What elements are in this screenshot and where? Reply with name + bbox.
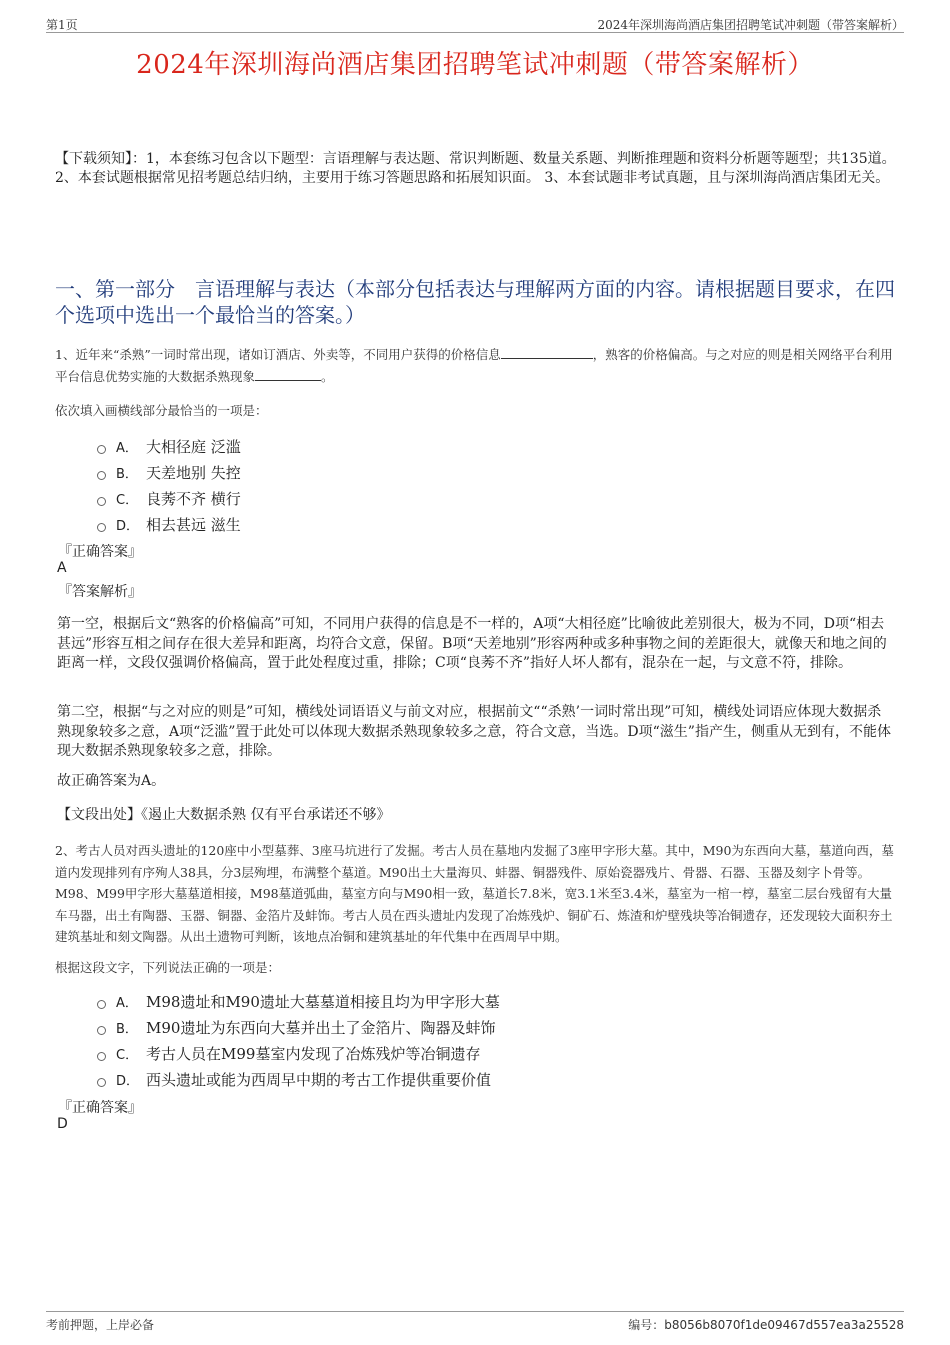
option-d[interactable] — [97, 1066, 500, 1092]
analysis-paragraph-2: 第二空，根据“与之对应的则是”可知，横线处词语语义与前文对应，根据前文““杀熟’一词时常出现”可知，横线处词语应体现大数据杀熟现象较多之意，A项“泛滥”置于此处可以体现大数据杀熟现象较多之意，符合文意，当选。D项“滋生”指产生，侧重从无到有，不能体现大数据杀熟现象较多之意，排除。 — [57, 704, 891, 759]
page-number: 第1页 — [46, 18, 78, 32]
option-b[interactable] — [97, 1014, 500, 1040]
question-1-stem-part: 1、近年来“杀熟”一词时常出现，诸如订酒店、外卖等，不同用户获得的价格信息 — [55, 347, 501, 362]
analysis-label: 『答案解析』 — [58, 584, 142, 600]
answer-label: 『正确答案』 — [58, 544, 142, 560]
option-letter: C． — [116, 492, 139, 508]
fill-blank — [501, 344, 593, 359]
option-text: 良莠不齐 横行 — [146, 489, 241, 508]
page-footer — [46, 1311, 904, 1334]
option-text: M98遗址和M90遗址大墓墓道相接且均为甲字形大墓 — [146, 992, 500, 1011]
question-1-stem-part: 。 — [321, 369, 334, 384]
option-c[interactable] — [97, 485, 241, 511]
question-2-stem: 2、考古人员对西头遗址的120座中小型墓葬、3座马坑进行了发掘。考古人员在墓地内发掘了3座甲字形大墓。其中，M90为东西向大墓，墓道向西，墓道内发现排列有序殉人38具，分3层殉埋，布满整个墓道。M90出土大量海贝、蚌器、铜器残件、原始瓷器残片、骨器、石器、玉器及刻字卜骨等。M98、M99甲字形大墓墓道相接，M98墓道弧曲，墓室方向与M90相一致，墓道长7.8米，宽3.1米至3.4米，墓室为一棺一椁，墓室二层台残留有大量车马器，出土有陶器、玉器、铜器、金箔片及蚌饰。考古人员在西头遗址内发现了冶炼残炉、铜矿石、炼渣和炉壁残块等冶铜遗存，还发现较大面积夯土建筑基址和刻文陶器。从出土遗物可判断，该地点冶铜和建筑基址的年代集中在西周早中期。 — [55, 843, 894, 944]
question-1-stem-part: ，熟客的价格偏高。与之对应的则是相关网络平台利用平台信息优势实施的大数据杀熟现象 — [55, 347, 893, 384]
option-c[interactable] — [97, 1040, 500, 1066]
radio-icon[interactable] — [97, 1026, 106, 1035]
option-text: 天差地别 失控 — [146, 463, 241, 482]
radio-icon[interactable] — [97, 1052, 106, 1061]
question-2-prompt: 根据这段文字，下列说法正确的一项是： — [55, 960, 281, 975]
analysis-conclusion: 故正确答案为A。 — [57, 773, 166, 789]
option-d[interactable] — [97, 511, 241, 537]
footer-slogan: 考前押题，上岸必备 — [46, 1318, 155, 1332]
option-letter: B． — [116, 1021, 138, 1037]
option-text: 大相径庭 泛滥 — [146, 437, 241, 456]
radio-icon[interactable] — [97, 1078, 106, 1087]
radio-icon[interactable] — [97, 497, 106, 506]
option-a[interactable] — [97, 433, 241, 459]
question-1-options — [97, 433, 241, 537]
download-notice: 【下载须知】：1，本套练习包含以下题型：言语理解与表达题、常识判断题、数量关系题、判断推理题和资料分析题等题型；共135道。 2、本套试题根据常见招考题总结归纳，主要用于练习答题思路和拓展知识面。 3、本套试题非考试真题，且与深圳海尚酒店集团无关。 — [55, 151, 896, 186]
page-header — [46, 14, 904, 33]
source-citation: 【文段出处】《遏止大数据杀熟 仅有平台承诺还不够》 — [57, 807, 391, 823]
option-letter: D． — [116, 518, 140, 534]
radio-icon[interactable] — [97, 1000, 106, 1009]
page-title: 2024年深圳海尚酒店集团招聘笔试冲刺题（带答案解析） — [136, 50, 814, 80]
option-text: 西头遗址或能为西周早中期的考古工作提供重要价值 — [146, 1070, 492, 1089]
option-letter: C． — [116, 1047, 139, 1063]
option-letter: A． — [116, 440, 138, 456]
fill-blank — [255, 366, 321, 381]
question-1-stem — [55, 344, 900, 388]
question-1-prompt: 依次填入画横线部分最恰当的一项是： — [55, 403, 268, 418]
footer-code-label: 编号： — [628, 1318, 665, 1332]
answer-label: 『正确答案』 — [58, 1100, 142, 1116]
option-letter: B． — [116, 466, 138, 482]
radio-icon[interactable] — [97, 445, 106, 454]
radio-icon[interactable] — [97, 523, 106, 532]
option-text: M90遗址为东西向大墓并出土了金箔片、陶器及蚌饰 — [146, 1018, 496, 1037]
footer-code — [628, 1316, 904, 1333]
radio-icon[interactable] — [97, 471, 106, 480]
section-title: 一、第一部分 言语理解与表达（本部分包括表达与理解两方面的内容。请根据题目要求，在四个选项中选出一个最恰当的答案。） — [55, 277, 895, 327]
option-a[interactable] — [97, 988, 500, 1014]
footer-code-value: b8056b8070f1de09467d557ea3a25528 — [664, 1318, 904, 1332]
option-text: 相去甚远 滋生 — [146, 515, 241, 534]
option-b[interactable] — [97, 459, 241, 485]
answer-value: D — [57, 1116, 68, 1132]
answer-value: A — [57, 560, 67, 576]
option-text: 考古人员在M99墓室内发现了冶炼残炉等冶铜遗存 — [146, 1044, 481, 1063]
analysis-paragraph-1: 第一空，根据后文“熟客的价格偏高”可知，不同用户获得的信息是不一样的，A项“大相径庭”比喻彼此差别很大，极为不同，D项“相去甚远”形容互相之间存在很大差异和距离，均符合文意，保留。B项“天差地别”形容两种或多种事物之间的差距很大，就像天和地之间的距离一样，文段仅强调价格偏高，置于此处程度过重，排除；C项“良莠不齐”指好人坏人都有，混杂在一起，与文意不符，排除。 — [57, 616, 887, 671]
header-doc-title: 2024年深圳海尚酒店集团招聘笔试冲刺题（带答案解析） — [597, 18, 904, 32]
question-2-options — [97, 988, 500, 1092]
option-letter: D． — [116, 1073, 140, 1089]
option-letter: A． — [116, 995, 138, 1011]
